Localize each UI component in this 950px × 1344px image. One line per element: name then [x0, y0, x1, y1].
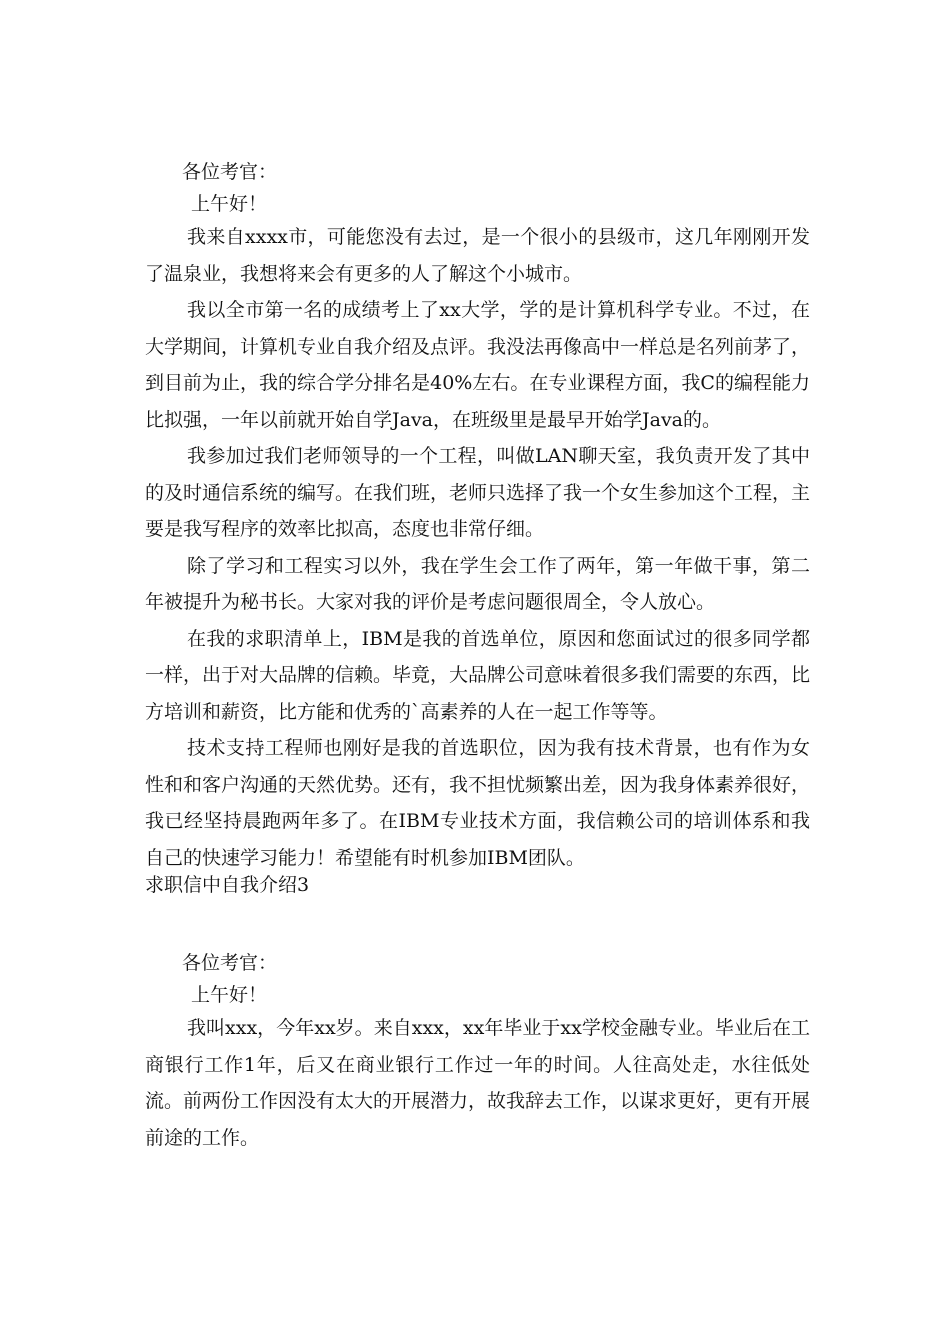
section-heading: 求职信中自我介绍3 [145, 874, 310, 896]
spacer [145, 900, 810, 948]
greeting: 上午好！ [191, 984, 268, 1006]
paragraph: 在我的求职清单上，IBM是我的首选单位，原因和您面试过的很多同学都一样，出于对大品牌的信赖。毕竟，大品牌公司意味着很多我们需要的东西，比方培训和薪资，比方能和优秀的`高素养的人在一起工作等等。 [145, 627, 811, 723]
document-page [145, 157, 810, 1156]
paragraph: 技术支持工程师也刚好是我的首选职位，因为我有技术背景，也有作为女性和和客户沟通的天然优势。还有，我不担忧频繁出差，因为我身体素养很好，我已经坚持晨跑两年多了。在IBM专业技术方面，我信赖公司的培训体系和我自己的快速学习能力！希望能有时机参加IBM团队。 [145, 737, 811, 869]
salutation: 各位考官： [182, 161, 278, 183]
greeting: 上午好！ [191, 193, 268, 215]
paragraph: 我参加过我们老师领导的一个工程，叫做LAN聊天室，我负责开发了其中的及时通信系统的编写。在我们班，老师只选择了我一个女生参加这个工程，主要是我写程序的效率比拟高，态度也非常仔细。 [145, 445, 811, 540]
salutation: 各位考官： [182, 952, 278, 974]
paragraph: 我以全市第一名的成绩考上了xx大学，学的是计算机科学专业。不过，在大学期间，计算机专业自我介绍及点评。我没法再像高中一样总是名列前茅了，到目前为止，我的综合学分排名是40%左右。在专业课程方面，我C的编程能力比拟强，一年以前就开始自学Java，在班级里是最早开始学Java的。 [145, 299, 811, 431]
paragraph: 除了学习和工程实习以外，我在学生会工作了两年，第一年做干事，第二年被提升为秘书长。大家对我的评价是考虑问题很周全，令人放心。 [145, 554, 810, 613]
paragraph: 我来自xxxx市，可能您没有去过，是一个很小的县级市，这几年刚刚开发了温泉业，我想将来会有更多的人了解这个小城市。 [145, 226, 810, 285]
paragraph: 我叫xxx，今年xx岁。来自xxx，xx年毕业于xx学校金融专业。毕业后在工商银行工作1年，后又在商业银行工作过一年的时间。人往高处走，水往低处流。前两份工作因没有太大的开展潜力，故我辞去工作，以谋求更好，更有开展前途的工作。 [145, 1017, 811, 1149]
